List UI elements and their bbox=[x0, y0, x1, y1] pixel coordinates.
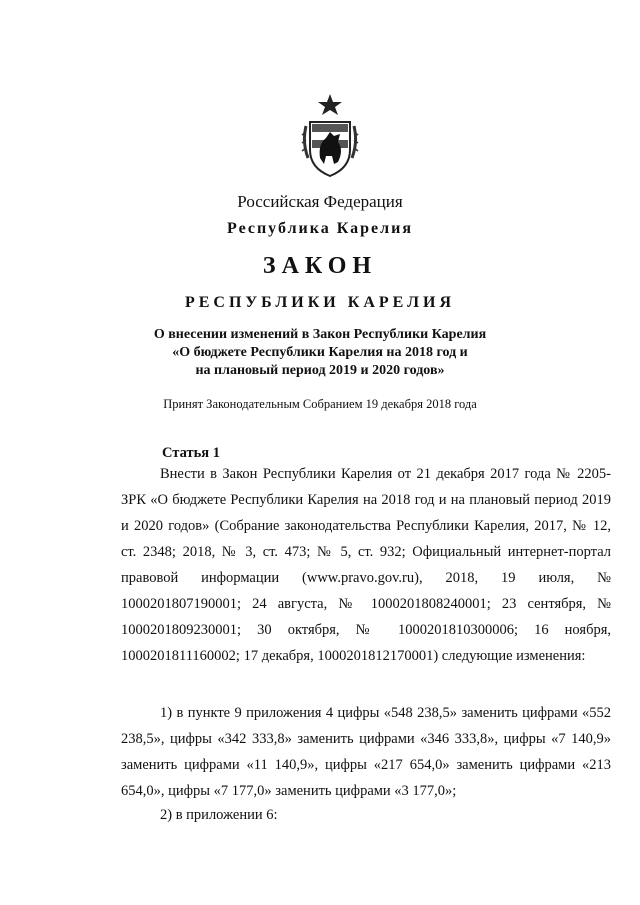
law-title: ЗАКОН bbox=[262, 253, 378, 279]
adoption-note: Принят Законодательным Собранием 19 декабря 2018 года bbox=[163, 397, 477, 411]
law-name-line: «О бюджете Республики Карелия на 2018 год и bbox=[172, 345, 468, 360]
law-subtitle: РЕСПУБЛИКИ КАРЕЛИЯ bbox=[184, 294, 456, 311]
article-heading: Статья 1 bbox=[162, 445, 220, 461]
law-name-line: О внесении изменений в Закон Республики Карелия bbox=[153, 327, 487, 342]
article-paragraph: 2) в приложении 6: bbox=[160, 807, 278, 823]
article-paragraph: Внести в Закон Республики Карелия от 21 декабря 2017 года № 2205-ЗРК «О бюджете Республики Карелия на 2018 год и на плановый период 2019 и 2020 годов» (Собрание законодательства Республики Карелия, 2017, № 12, ст. 2348; 2018, № 3, ст. 473; № 5, ст. 932; Официальный интернет-портал правовой информации (www.pravo.gov.ru), 2018, 19 июля, № 1000201807190001; 24 августа, № 1000201808240001; 23 сентября, № 1000201809230001; 30 октября, № 1000201810300006; 16 ноября, 1000201811160002; 17 декабря, 1000201812170001) следующие изменения: bbox=[121, 466, 611, 664]
karelia-coat-of-arms-icon bbox=[300, 92, 360, 180]
republic-name: Республика Карелия bbox=[227, 220, 413, 237]
law-name bbox=[0, 326, 640, 380]
law-name-line: на плановый период 2019 и 2020 годов» bbox=[195, 363, 445, 378]
country-name: Российская Федерация bbox=[237, 192, 403, 211]
article-paragraph: 1) в пункте 9 приложения 4 цифры «548 238,5» заменить цифрами «552 238,5», цифры «342 333,8» заменить цифрами «346 333,8», цифры «7 140,9» заменить цифрами «11 140,9», цифры «217 654,0» заменить цифрами «213 654,0», цифры «7 177,0» заменить цифрами «3 177,0»; bbox=[121, 705, 611, 799]
